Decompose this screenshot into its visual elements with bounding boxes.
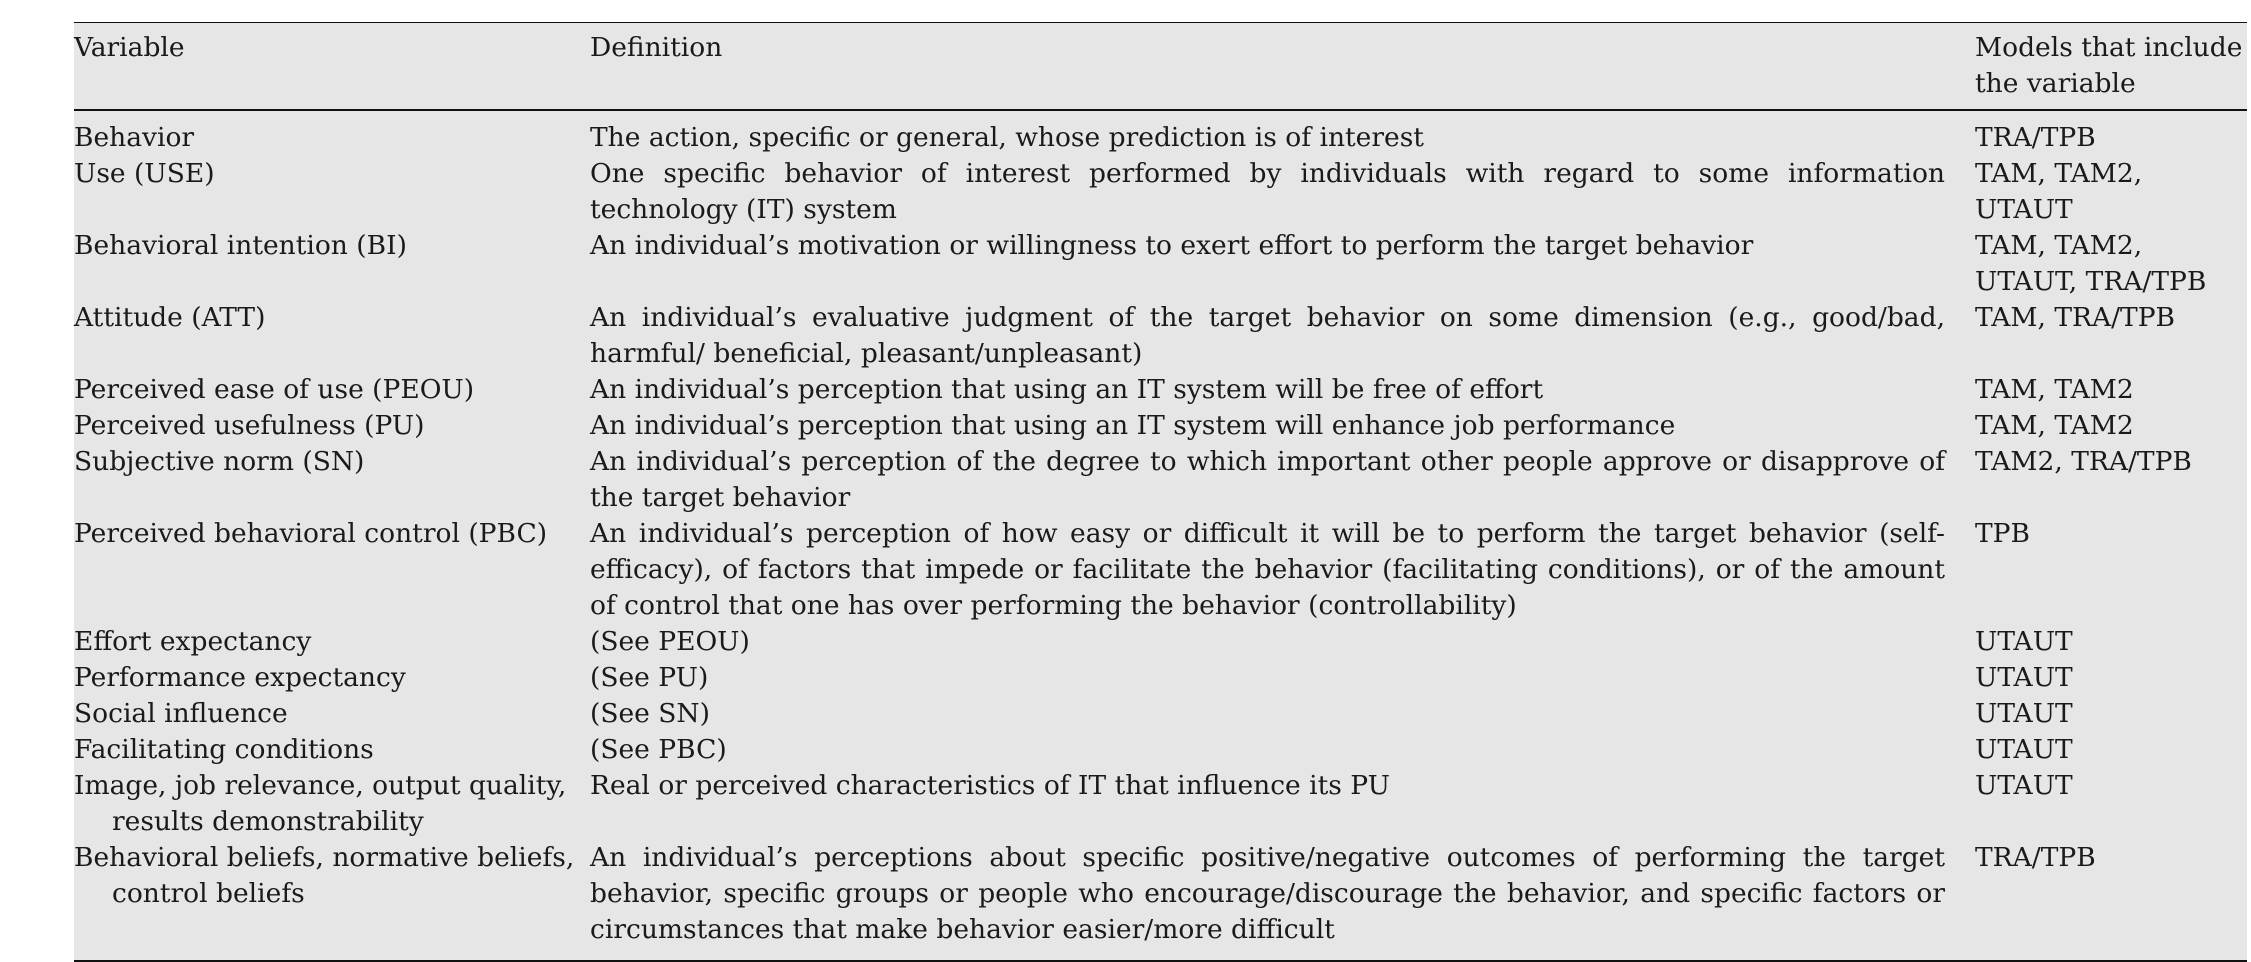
table-row — [74, 732, 2247, 768]
variable-name: Behavioral beliefs, normative beliefs, control beliefs — [74, 842, 575, 909]
header-definition: Definition — [590, 32, 723, 63]
header-row — [74, 23, 2247, 110]
variable-cell — [74, 768, 590, 840]
table-row — [74, 300, 2247, 372]
variable-name: Behavior — [74, 122, 195, 153]
variable-name: Effort expectancy — [74, 626, 312, 657]
table-row — [74, 408, 2247, 444]
definition-cell: An individual’s perception of the degree to which important other people approve or disapprove of the target behavior — [590, 446, 1945, 513]
definition-cell: An individual’s perception that using an IT system will be free of effort — [590, 374, 1544, 405]
variable-name: Facilitating conditions — [74, 734, 374, 765]
definition-cell: An individual’s motivation or willingness to exert effort to perform the target behavior — [590, 230, 1754, 261]
table-row — [74, 228, 2247, 300]
variable-name: Behavioral intention (BI) — [74, 230, 407, 261]
models-cell: UTAUT — [1975, 626, 2073, 657]
variable-name: Attitude (ATT) — [74, 302, 266, 333]
header-models: Models that include the variable — [1975, 32, 2243, 99]
variable-cell — [74, 110, 590, 156]
variable-cell — [74, 840, 590, 960]
table-row — [74, 840, 2247, 960]
table-row — [74, 660, 2247, 696]
header-variable: Variable — [74, 32, 185, 63]
definition-cell: An individual’s evaluative judgment of the target behavior on some dimension (e.g., good/bad, harmful/ beneficial, pleasant/unpleasant) — [590, 302, 1945, 369]
variables-table-container — [74, 22, 2247, 962]
models-cell: TRA/TPB — [1975, 842, 2096, 873]
definition-cell: An individual’s perceptions about specific positive/negative outcomes of performing the target behavior, specific groups or people who encourage/discourage the behavior, and specific factors or circumstances that make behavior easier/more difficult — [590, 842, 1945, 945]
table-row — [74, 624, 2247, 660]
definition-cell: Real or perceived characteristics of IT that influence its PU — [590, 770, 1390, 801]
definition-cell: An individual’s perception of how easy or difficult it will be to perform the target behavior (self-efficacy), of factors that impede or facilitate the behavior (facilitating conditions), or of the amount of control that one has over performing the behavior (controllability) — [590, 518, 1945, 621]
table-header — [74, 23, 2247, 110]
table-row — [74, 516, 2247, 624]
variable-name: Perceived ease of use (PEOU) — [74, 374, 475, 405]
variable-cell — [74, 732, 590, 768]
models-cell: UTAUT — [1975, 734, 2073, 765]
models-cell: UTAUT — [1975, 770, 2073, 801]
variable-cell — [74, 444, 590, 516]
models-cell: TAM, TAM2 — [1975, 374, 2134, 405]
definition-cell: (See PBC) — [590, 734, 727, 765]
variable-cell — [74, 408, 590, 444]
definition-cell: The action, specific or general, whose prediction is of interest — [590, 122, 1424, 153]
variable-cell — [74, 624, 590, 660]
definition-cell: An individual’s perception that using an IT system will enhance job performance — [590, 410, 1676, 441]
models-cell: UTAUT — [1975, 662, 2073, 693]
variable-name: Use (USE) — [74, 158, 215, 189]
definition-cell: (See PEOU) — [590, 626, 750, 657]
variable-cell — [74, 228, 590, 300]
variable-cell — [74, 660, 590, 696]
models-cell: TPB — [1975, 518, 2030, 549]
variable-name: Performance expectancy — [74, 662, 406, 693]
variable-cell — [74, 300, 590, 372]
table-row — [74, 696, 2247, 732]
models-cell: TAM, TRA/TPB — [1975, 302, 2176, 333]
variable-name: Image, job relevance, output quality, results demonstrability — [74, 770, 567, 837]
table-row — [74, 444, 2247, 516]
variable-name: Subjective norm (SN) — [74, 446, 365, 477]
models-cell: UTAUT — [1975, 698, 2073, 729]
variable-name: Social influence — [74, 698, 288, 729]
models-cell: TAM2, TRA/TPB — [1975, 446, 2192, 477]
variable-cell — [74, 696, 590, 732]
variable-name: Perceived behavioral control (PBC) — [74, 518, 548, 549]
models-cell: TRA/TPB — [1975, 122, 2096, 153]
table-row — [74, 156, 2247, 228]
variables-table — [74, 23, 2247, 960]
variable-cell — [74, 156, 590, 228]
table-row — [74, 768, 2247, 840]
definition-cell: One specific behavior of interest performed by individuals with regard to some information technology (IT) system — [590, 158, 1945, 225]
models-cell: TAM, TAM2 — [1975, 410, 2134, 441]
variable-name: Perceived usefulness (PU) — [74, 410, 425, 441]
table-body — [74, 110, 2247, 960]
definition-cell: (See SN) — [590, 698, 710, 729]
definition-cell: (See PU) — [590, 662, 709, 693]
models-cell: TAM, TAM2, UTAUT — [1975, 158, 2143, 225]
table-row — [74, 372, 2247, 408]
variable-cell — [74, 516, 590, 624]
models-cell: TAM, TAM2, UTAUT, TRA/TPB — [1975, 230, 2207, 297]
table-row — [74, 110, 2247, 156]
variable-cell — [74, 372, 590, 408]
